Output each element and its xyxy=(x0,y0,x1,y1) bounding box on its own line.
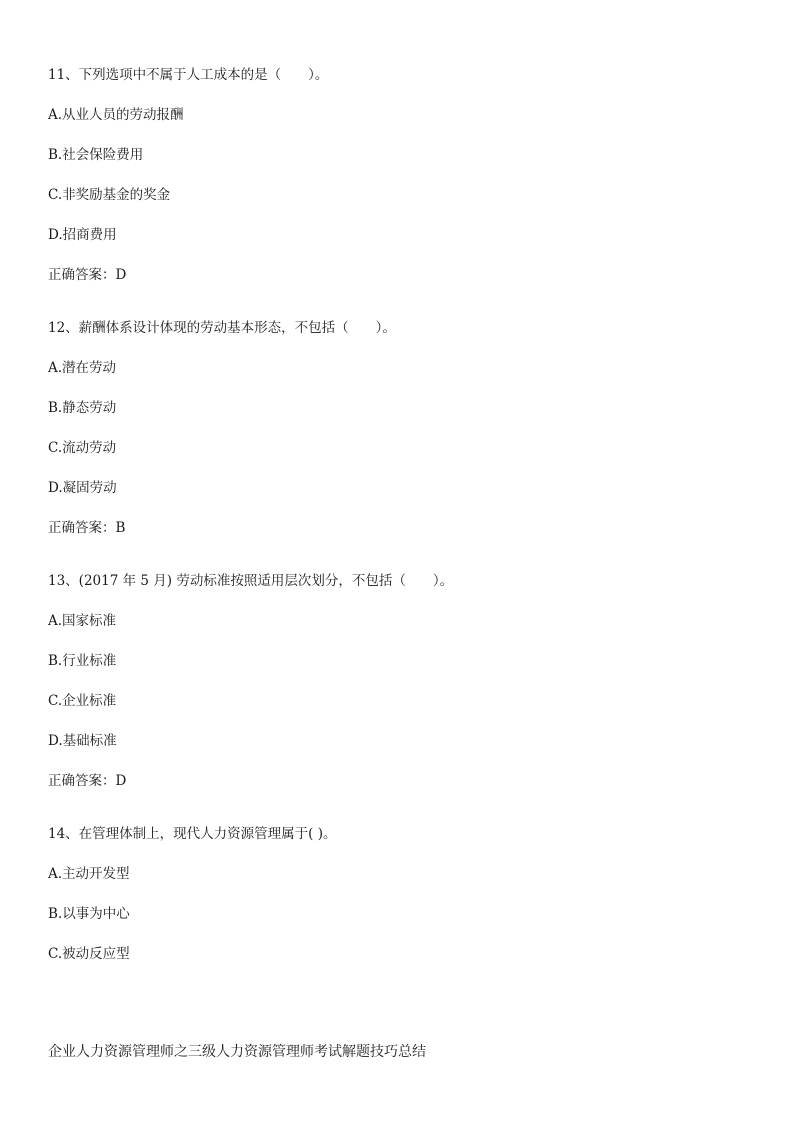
correct-answer: 正确答案：B xyxy=(48,520,126,536)
question-11 xyxy=(48,66,748,306)
option-d: D.基础标准 xyxy=(48,733,117,749)
option-c: C.企业标准 xyxy=(48,693,117,709)
question-13 xyxy=(48,572,748,812)
question-stem: 11、下列选项中不属于人工成本的是（ ）。 xyxy=(48,67,329,83)
option-b: B.社会保险费用 xyxy=(48,147,144,163)
option-a: A.主动开发型 xyxy=(48,866,130,882)
page-footer: 企业人力资源管理师之三级人力资源管理师考试解题技巧总结 xyxy=(48,1044,426,1060)
option-d: D.凝固劳动 xyxy=(48,480,117,496)
question-stem: 12、薪酬体系设计体现的劳动基本形态，不包括（ ）。 xyxy=(48,320,396,336)
option-c: C.被动反应型 xyxy=(48,946,130,962)
question-stem: 14、在管理体制上，现代人力资源管理属于( )。 xyxy=(48,826,337,842)
correct-answer: 正确答案：D xyxy=(48,267,127,283)
option-a: A.国家标准 xyxy=(48,613,117,629)
option-c: C.非奖励基金的奖金 xyxy=(48,187,171,203)
option-b: B.行业标准 xyxy=(48,653,117,669)
option-b: B.静态劳动 xyxy=(48,400,117,416)
option-c: C.流动劳动 xyxy=(48,440,117,456)
option-a: A.潜在劳动 xyxy=(48,360,117,376)
option-a: A.从业人员的劳动报酬 xyxy=(48,107,184,123)
document-body xyxy=(48,66,748,985)
question-stem: 13、(2017 年 5 月) 劳动标准按照适用层次划分，不包括（ ）。 xyxy=(48,573,454,589)
option-d: D.招商费用 xyxy=(48,227,117,243)
correct-answer: 正确答案：D xyxy=(48,773,127,789)
option-b: B.以事为中心 xyxy=(48,906,130,922)
question-12 xyxy=(48,319,748,559)
question-14 xyxy=(48,825,748,985)
